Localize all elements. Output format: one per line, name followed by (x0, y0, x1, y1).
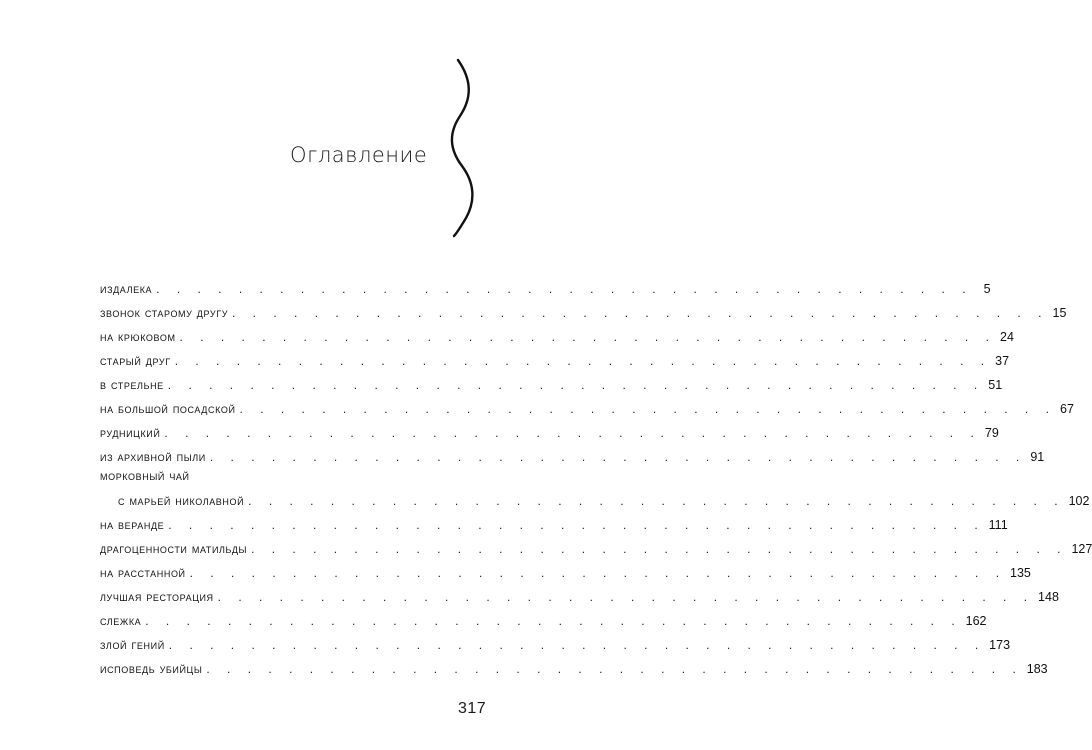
dot-leader: . . . . . . . . . . . . . . . . . . . . . . . . . . . . . . . . . . . . . . . . (239, 402, 1056, 416)
toc-entry-title-line1: морковный чай (100, 468, 190, 483)
toc-entry[interactable] (100, 560, 1031, 584)
toc-entry-title: драгоценности матильды (100, 541, 251, 556)
toc-entry-page: 15 (1052, 306, 1067, 320)
toc-entry[interactable] (100, 348, 1010, 372)
dot-leader: . . . . . . . . . . . . . . . . . . . . . . . . . . . . . . . . . . . . . . . . (168, 638, 986, 652)
toc-entry-page: 102 (1068, 494, 1090, 508)
toc-entry-page: 162 (965, 614, 987, 628)
toc-entry-page: 67 (1060, 402, 1074, 416)
toc-entry-page: 5 (983, 282, 991, 296)
page-title: Оглавление (290, 143, 428, 167)
dot-leader: . . . . . . . . . . . . . . . . . . . . . . . . . . . . . . . . . . . . . . . . (145, 614, 962, 628)
toc-entry[interactable] (100, 632, 1011, 656)
toc-entry[interactable] (100, 396, 1074, 420)
toc-entry[interactable] (100, 444, 1045, 468)
toc-entry-title: на крюковом (100, 329, 180, 344)
toc-entry[interactable] (100, 536, 1092, 560)
toc-entry[interactable] (100, 372, 1003, 396)
toc-entry-page: 91 (1030, 450, 1045, 464)
toc-entry-title: лучшая ресторация (100, 589, 218, 604)
dot-leader: . . . . . . . . . . . . . . . . . . . . . . . . . . . . . . . . . . . . . . . . (232, 306, 1049, 320)
toc-entry-page: 24 (1000, 330, 1014, 344)
dot-leader: . . . . . . . . . . . . . . . . . . . . . . . . . . . . . . . . . . . . . . . . (179, 330, 996, 344)
decorative-squiggle-icon (438, 58, 488, 238)
toc-entry-page: 111 (988, 518, 1008, 532)
toc-entry-page: 37 (995, 354, 1010, 368)
toc-entry[interactable] (100, 324, 1014, 348)
toc-entry-title: исповедь убийцы (100, 661, 206, 676)
toc-entry-page: 79 (984, 426, 999, 440)
toc-entry[interactable] (100, 468, 1090, 512)
toc-entry-title: слежка (100, 613, 145, 628)
dot-leader: . . . . . . . . . . . . . . . . . . . . . . . . . . . . . . . . . . . . . . . . (217, 590, 1035, 604)
toc-entry[interactable] (100, 656, 1048, 680)
page-number: 317 (458, 700, 487, 717)
table-of-contents (100, 276, 1092, 680)
dot-leader: . . . . . . . . . . . . . . . . . . . . . . . . . . . . . . . . . . . . . . . . (164, 426, 981, 440)
dot-leader: . . . . . . . . . . . . . . . . . . . . . . . . . . . . . . . . . . . . . . . . (248, 494, 1065, 508)
toc-entry[interactable] (100, 276, 991, 300)
toc-entry-title: рудницкий (100, 425, 164, 440)
dot-leader: . . . . . . . . . . . . . . . . . . . . . . . . . . . . . . . . . . . . . . . . (156, 282, 973, 296)
toc-entry[interactable] (100, 584, 1059, 608)
dot-leader: . . . . . . . . . . . . . . . . . . . . . . . . . . . . . . . . . . . . . . . . (206, 662, 1023, 676)
toc-entry-page: 148 (1038, 590, 1059, 604)
toc-entry-title: на веранде (100, 517, 168, 532)
toc-entry-page: 127 (1071, 542, 1092, 556)
toc-entry[interactable] (100, 608, 987, 632)
dot-leader: . . . . . . . . . . . . . . . . . . . . . . . . . . . . . . . . . . . . . . . . (189, 566, 1007, 580)
toc-entry[interactable] (100, 512, 1008, 536)
toc-entry-title: старый друг (100, 353, 175, 368)
toc-entry-title: звонок старому другу (100, 305, 232, 320)
toc-entry-title: с марьей николавной (118, 493, 248, 508)
toc-entry-title: из архивной пыли (100, 449, 210, 464)
dot-leader: . . . . . . . . . . . . . . . . . . . . . . . . . . . . . . . . . . . . . . . . (167, 378, 985, 392)
toc-entry-title: издалека (100, 281, 156, 296)
toc-entry[interactable] (100, 300, 1067, 324)
toc-entry-title: злой гений (100, 637, 169, 652)
dot-leader: . . . . . . . . . . . . . . . . . . . . . . . . . . . . . . . . . . . . . . . . (168, 518, 985, 532)
toc-entry-page: 135 (1010, 566, 1031, 580)
toc-entry-page: 183 (1026, 662, 1048, 676)
toc-entry-title: в стрельне (100, 377, 168, 392)
dot-leader: . . . . . . . . . . . . . . . . . . . . . . . . . . . . . . . . . . . . . . . . (174, 354, 992, 368)
toc-entry-page: 51 (988, 378, 1003, 392)
toc-entry[interactable] (100, 420, 999, 444)
toc-entry-title: на расстанной (100, 565, 190, 580)
toc-entry-page: 173 (989, 638, 1011, 652)
dot-leader: . . . . . . . . . . . . . . . . . . . . . . . . . . . . . . . . . . . . . . . . (209, 450, 1027, 464)
toc-entry-title: на большой посадской (100, 401, 240, 416)
dot-leader: . . . . . . . . . . . . . . . . . . . . . . . . . . . . . . . . . . . . . . . . (251, 542, 1068, 556)
